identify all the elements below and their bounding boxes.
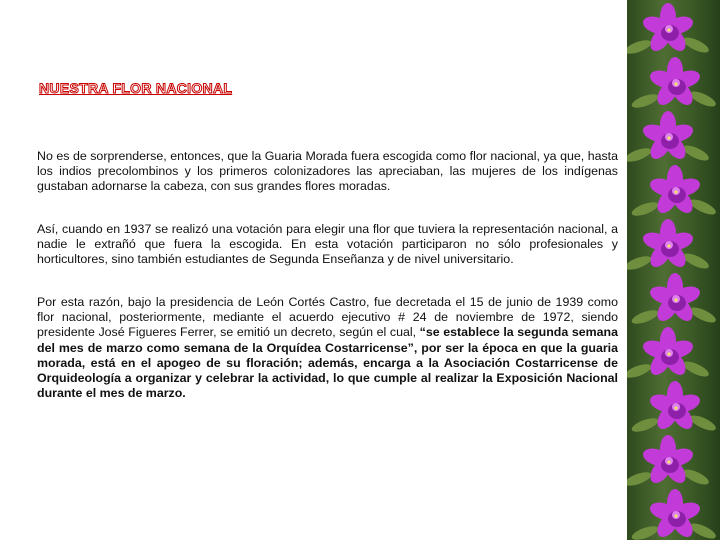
orchid-flower-icon — [627, 3, 711, 56]
orchid-flower-icon — [630, 381, 718, 434]
page-title: NUESTRA FLOR NACIONAL — [39, 80, 233, 96]
paragraph-1 — [37, 149, 618, 195]
orchid-photo-strip — [627, 0, 720, 540]
orchid-flower-icon — [630, 273, 718, 326]
paragraph-1-text: No es de sorprenderse, entonces, que la Guaria Morada fuera escogida como flor nacional, ya que, hasta los indios precolombinos y los primeros colonizadores las apreciaban, las mujeres de los indígenas gustaban adornarse la cabeza, con sus grandes flores moradas. — [37, 149, 618, 194]
orchid-flower-icon — [627, 0, 720, 540]
orchid-flower-icon — [627, 327, 711, 380]
orchid-flower-icon — [630, 489, 718, 540]
paragraph-3-decree-quote: “se establece la segunda semana del mes de marzo como semana de la Orquídea Costarricense” — [37, 325, 618, 355]
orchid-flower-icon — [630, 57, 718, 110]
paragraph-3-bold-text: , por ser la época en que la guaria morada, está en el apogeo de su floración; además, encarga a la Asociación Costarricense de Orquideología a organizar y celebrar la actividad, lo que cumple al realizar la Exposición Nacional durante el mes de marzo. — [37, 340, 618, 401]
orchid-flower-icon — [627, 111, 711, 164]
paragraph-3-text: Por esta razón, bajo la presidencia de León Cortés Castro, fue decretada el 15 de junio de 1939 como flor nacional, posteriormente, mediante el acuerdo ejecutivo # 24 de noviembre de 1972, siendo presidente José Figueres Ferrer, se emitió un decreto, según el cual, — [37, 295, 618, 340]
orchid-flower-icon — [627, 435, 711, 488]
paragraph-2-text: Así, cuando en 1937 se realizó una votación para elegir una flor que tuviera la representación nacional, a nadie le extrañó que fuera la escogida. En esta votación participaron no sólo profesionales y horticultores, sino también estudiantes de Segunda Enseñanza y de nivel universitario. — [37, 222, 618, 267]
paragraph-3 — [37, 295, 618, 401]
paragraph-2 — [37, 222, 618, 268]
orchid-flower-icon — [630, 165, 718, 218]
orchid-flower-icon — [627, 219, 711, 272]
